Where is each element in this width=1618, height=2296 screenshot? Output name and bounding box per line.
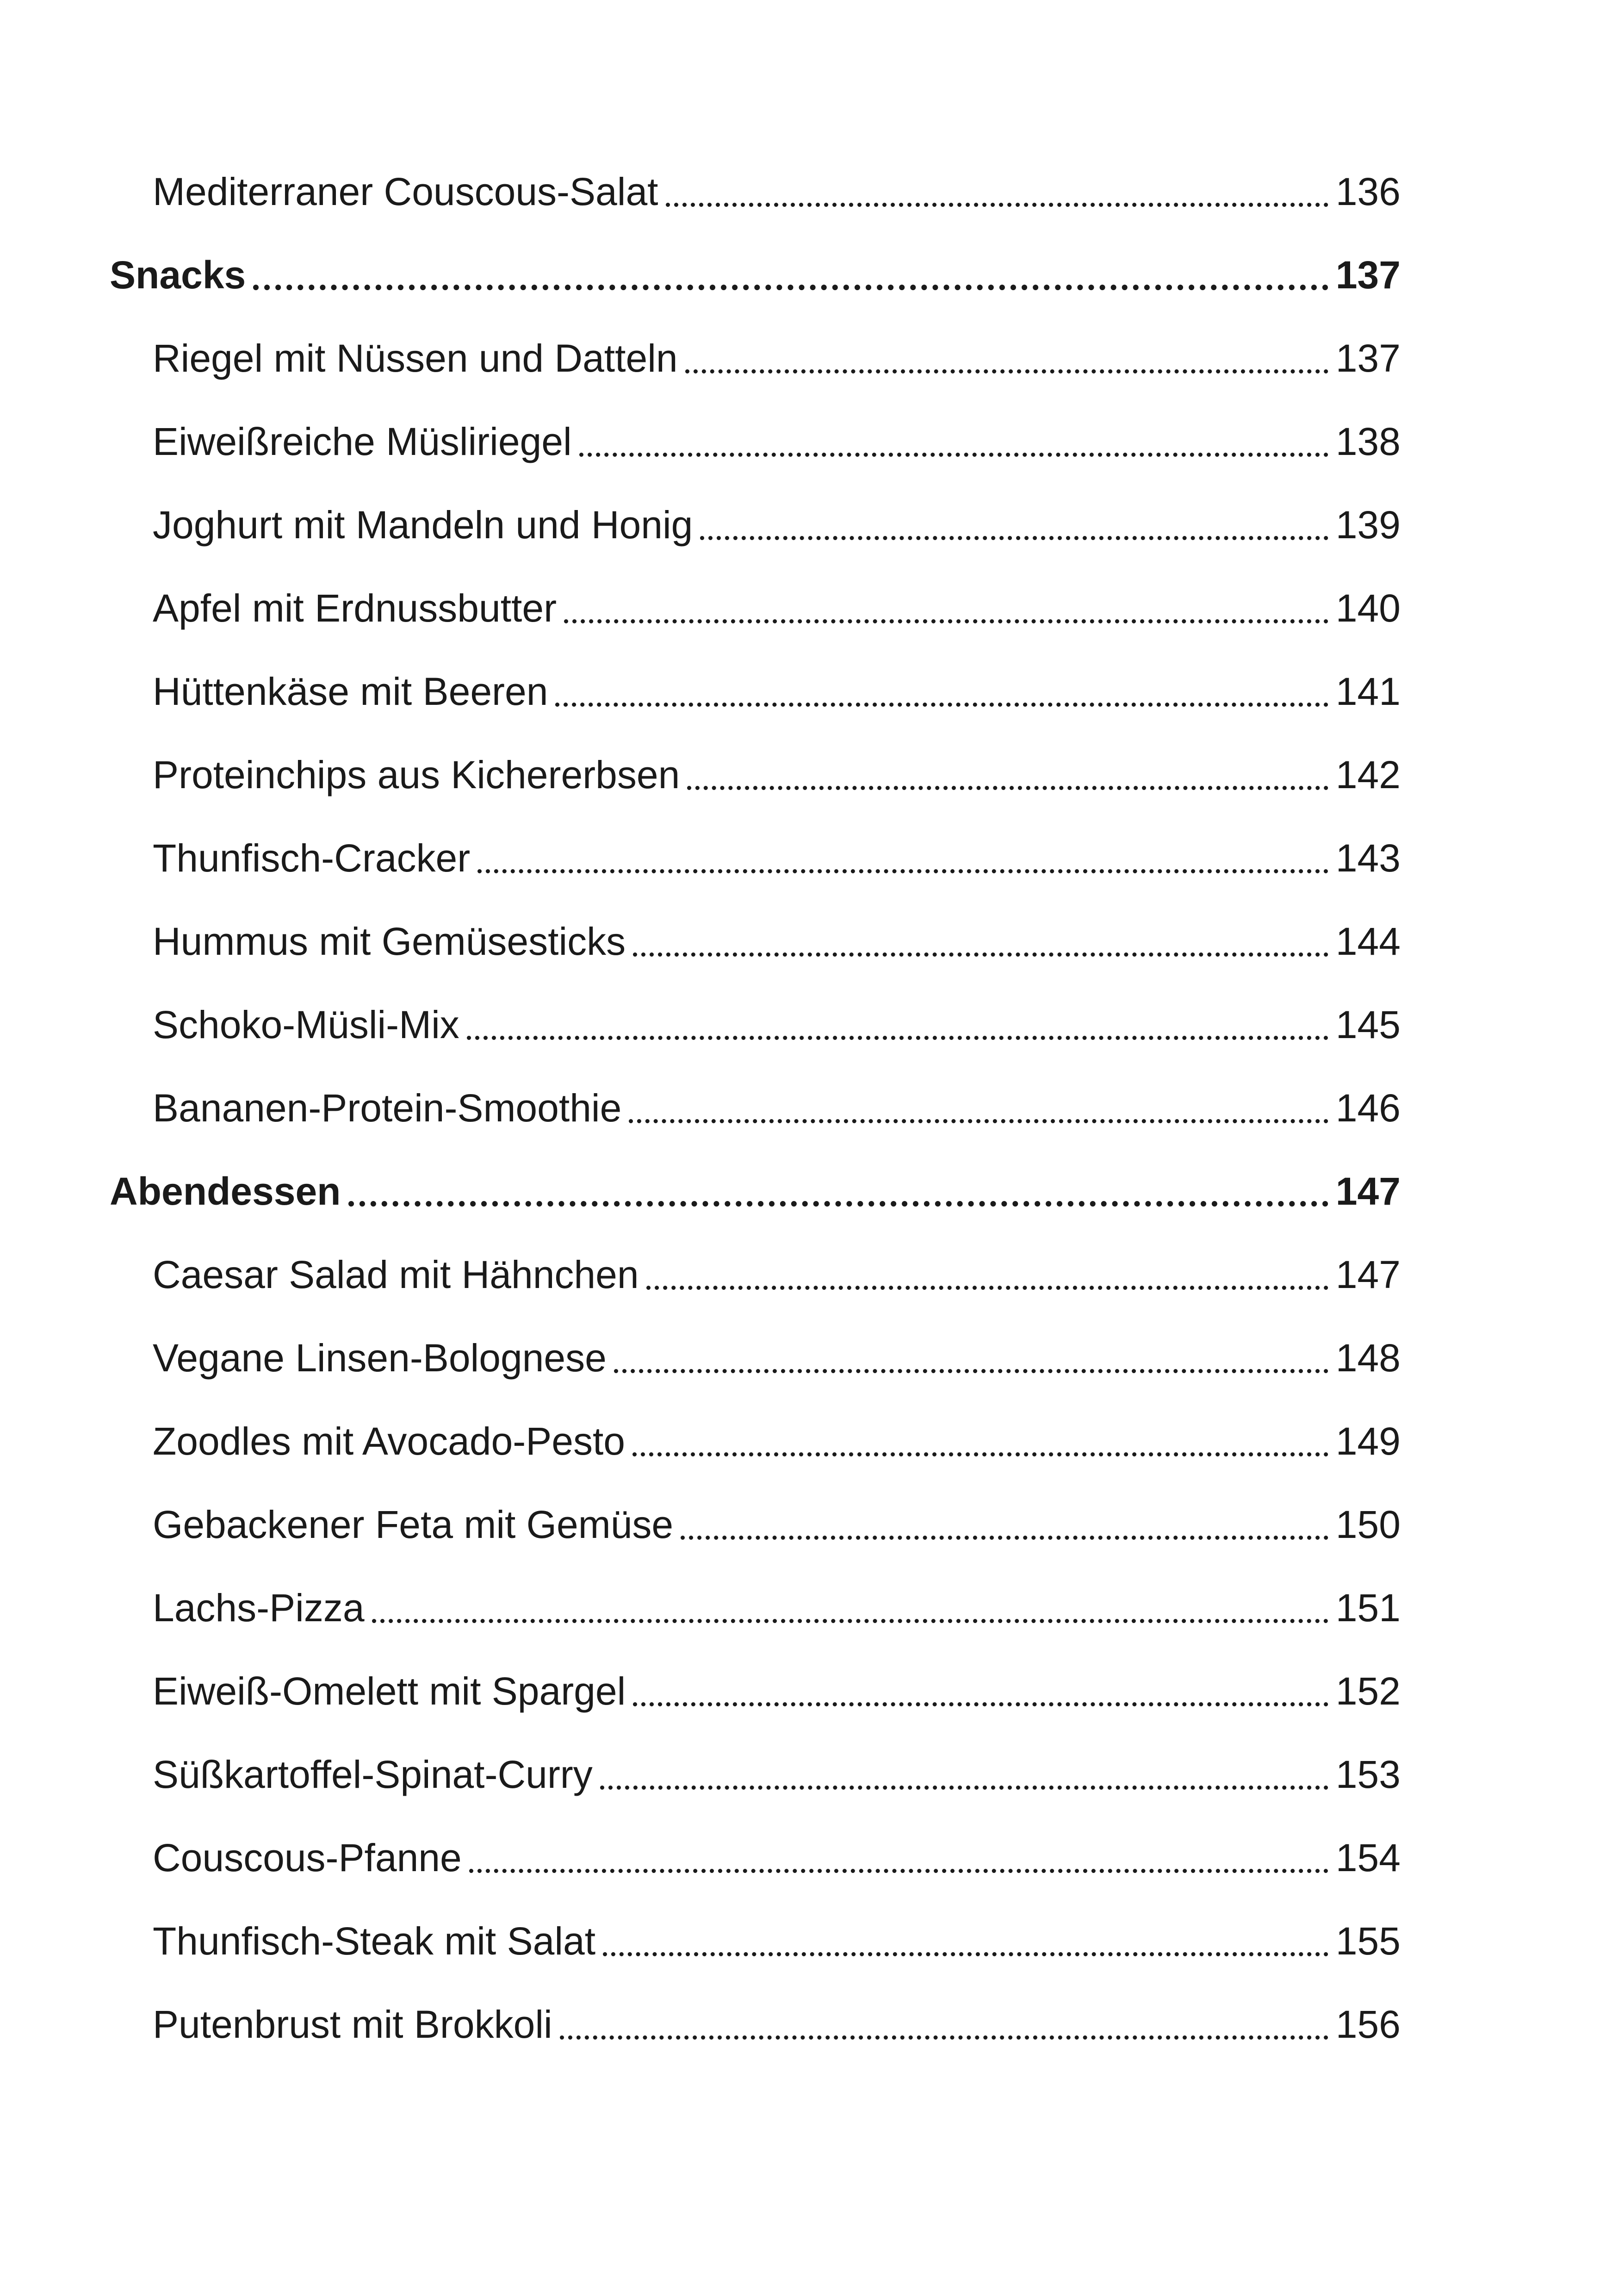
toc-page-number: 148 (1335, 1336, 1401, 1380)
dot-leader (555, 661, 1328, 722)
toc-entry-title: Hüttenkäse mit Beeren (153, 670, 548, 713)
toc-page-number: 138 (1335, 420, 1401, 463)
dot-leader (646, 1244, 1328, 1305)
toc-entry[interactable] (153, 1244, 1401, 1305)
dot-leader (681, 1494, 1328, 1555)
toc-entry-title: Riegel mit Nüssen und Datteln (153, 336, 678, 380)
dot-leader (477, 828, 1328, 888)
toc-page-number: 154 (1335, 1836, 1401, 1879)
toc-entry-title: Eiweiß-Omelett mit Spargel (153, 1669, 626, 1713)
toc-entry[interactable] (153, 328, 1401, 388)
toc-entry[interactable] (153, 1578, 1401, 1638)
dot-leader (600, 1744, 1328, 1804)
dot-leader (579, 411, 1328, 472)
toc-entry-title: Gebackener Feta mit Gemüse (153, 1503, 674, 1546)
toc-page-number: 144 (1335, 920, 1401, 963)
toc-entry-title: Lachs-Pizza (153, 1586, 365, 1630)
toc-entry-title: Hummus mit Gemüsesticks (153, 920, 626, 963)
toc-entry-title: Süßkartoffel-Spinat-Curry (153, 1753, 593, 1796)
toc-entry-title: Thunfisch-Cracker (153, 836, 471, 880)
toc-entry[interactable] (153, 1828, 1401, 1888)
toc-entry[interactable] (153, 995, 1401, 1055)
toc-entry-title: Putenbrust mit Brokkoli (153, 2003, 552, 2046)
toc-entry-title: Couscous-Pfanne (153, 1836, 462, 1879)
toc-entry-title: Apfel mit Erdnussbutter (153, 586, 557, 630)
toc-page-number: 137 (1335, 336, 1401, 380)
toc-page-number: 146 (1335, 1086, 1401, 1130)
toc-page-number: 152 (1335, 1669, 1401, 1713)
toc-page-number: 147 (1335, 1170, 1401, 1213)
toc-section-heading[interactable] (110, 245, 1401, 305)
toc-page-number: 153 (1335, 1753, 1401, 1796)
toc-page-number: 147 (1335, 1253, 1401, 1296)
dot-leader (633, 1661, 1328, 1721)
toc-entry[interactable] (153, 661, 1401, 722)
dot-leader (633, 911, 1328, 971)
toc-section-title: Abendessen (110, 1170, 341, 1213)
toc-section-heading[interactable] (110, 1161, 1401, 1221)
toc-entry-title: Mediterraner Couscous-Salat (153, 170, 658, 213)
toc-entry[interactable] (153, 1994, 1401, 2054)
toc-page-number: 140 (1335, 586, 1401, 630)
dot-leader (685, 328, 1328, 388)
toc-entry[interactable] (153, 411, 1401, 472)
toc-entry[interactable] (153, 745, 1401, 805)
toc-entry[interactable] (153, 1078, 1401, 1138)
toc-page-number: 143 (1335, 836, 1401, 880)
dot-leader (629, 1078, 1328, 1138)
toc-entry[interactable] (153, 1911, 1401, 1971)
toc-entry-title: Proteinchips aus Kichererbsen (153, 753, 680, 796)
toc-page-number: 145 (1335, 1003, 1401, 1046)
toc-page-number: 156 (1335, 2003, 1401, 2046)
toc-entry[interactable] (153, 1494, 1401, 1555)
toc-entry[interactable] (153, 1411, 1401, 1471)
toc-page-number: 151 (1335, 1586, 1401, 1630)
toc-page-number: 155 (1335, 1919, 1401, 1963)
toc-page-number: 136 (1335, 170, 1401, 213)
toc-entry-title: Eiweißreiche Müsliriegel (153, 420, 572, 463)
toc-page-number: 149 (1335, 1419, 1401, 1463)
toc-page-number: 139 (1335, 503, 1401, 547)
toc-entry-title: Zoodles mit Avocado-Pesto (153, 1419, 626, 1463)
toc-entry[interactable] (153, 828, 1401, 888)
dot-leader (348, 1161, 1328, 1221)
dot-leader (666, 162, 1328, 222)
toc-page-number: 150 (1335, 1503, 1401, 1546)
toc-entry[interactable] (153, 1744, 1401, 1804)
toc-entry[interactable] (153, 578, 1401, 638)
dot-leader (372, 1578, 1328, 1638)
dot-leader (603, 1911, 1328, 1971)
toc-entry[interactable] (153, 1328, 1401, 1388)
dot-leader (253, 245, 1328, 305)
toc-entry-title: Thunfisch-Steak mit Salat (153, 1919, 596, 1963)
toc-page-number: 141 (1335, 670, 1401, 713)
toc-entry-title: Vegane Linsen-Bolognese (153, 1336, 607, 1380)
toc-entry[interactable] (153, 495, 1401, 555)
toc-page-number: 137 (1335, 253, 1401, 297)
dot-leader (560, 1994, 1328, 2054)
dot-leader (469, 1828, 1328, 1888)
dot-leader (700, 495, 1328, 555)
toc-entry-title: Schoko-Müsli-Mix (153, 1003, 459, 1046)
toc-section-title: Snacks (110, 253, 246, 297)
toc-entry[interactable] (153, 1661, 1401, 1721)
dot-leader (687, 745, 1328, 805)
toc-entry-title: Caesar Salad mit Hähnchen (153, 1253, 639, 1296)
dot-leader (614, 1328, 1328, 1388)
toc-page-number: 142 (1335, 753, 1401, 796)
toc-entry-title: Joghurt mit Mandeln und Honig (153, 503, 693, 547)
dot-leader (632, 1411, 1328, 1471)
toc-entry[interactable] (153, 911, 1401, 971)
dot-leader (564, 578, 1328, 638)
toc-entry-title: Bananen-Protein-Smoothie (153, 1086, 622, 1130)
dot-leader (467, 995, 1328, 1055)
toc-entry[interactable] (153, 162, 1401, 222)
